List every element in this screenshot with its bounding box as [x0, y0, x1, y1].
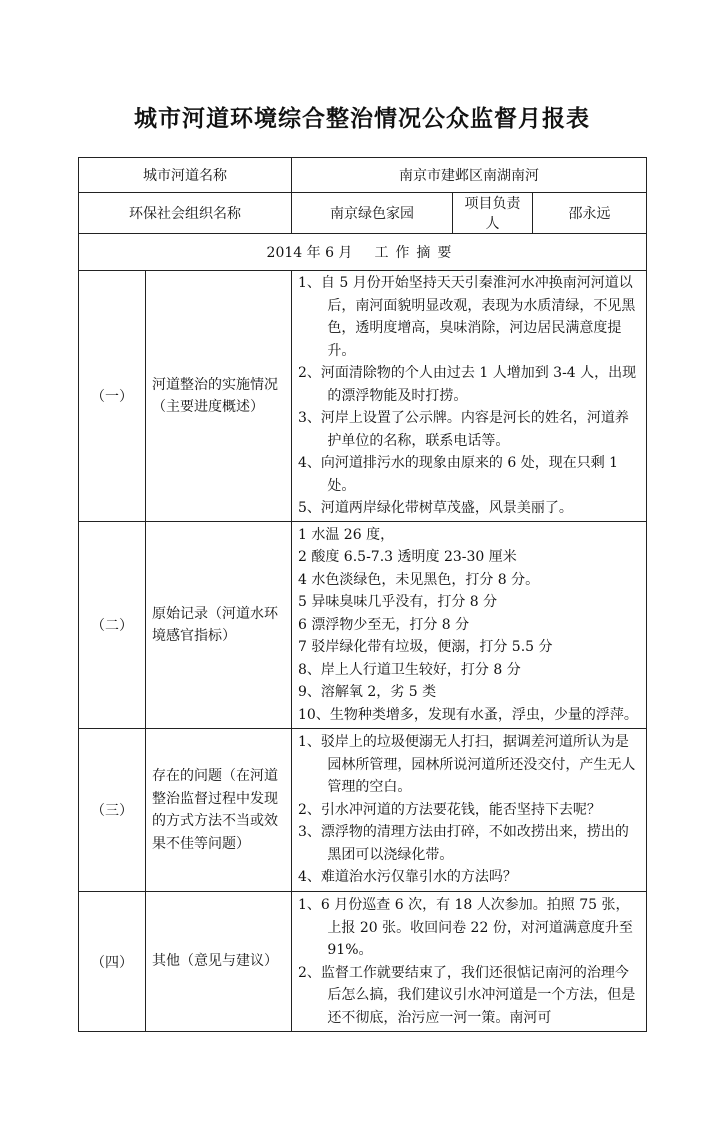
list-item: 3、河岸上设置了公示牌。内容是河长的姓名，河道养护单位的名称，联系电话等。: [298, 410, 629, 449]
list-item: 1、6 月份巡查 6 次，有 18 人次参加。拍照 75 张，上报 20 张。收回问卷 22 份，对河道满意度升至 91%。: [298, 897, 633, 958]
section-label: 存在的问题（在河道整治监督过程中发现的方式方法不当或效果不佳等问题）: [146, 729, 292, 892]
summary-row: [79, 234, 647, 271]
section-label: 河道整治的实施情况（主要进度概述）: [146, 271, 292, 522]
section-label: 原始记录（河道水环境感官指标）: [146, 522, 292, 729]
list-item: 2、引水冲河道的方法要花钱，能否坚持下去呢？: [298, 801, 601, 818]
river-name-label: 城市河道名称: [79, 158, 292, 193]
list-item: 4、向河道排污水的现象由原来的 6 处，现在只剩 1 处。: [298, 455, 619, 494]
section-content: [292, 522, 647, 729]
report-table: [78, 157, 647, 1032]
report-month: 2014 年 6 月: [266, 245, 353, 261]
river-name-value: 南京市建邺区南湖南河: [292, 158, 647, 193]
project-lead-label: 项目负责人: [453, 193, 533, 234]
list-item: 7 驳岸绿化带有垃圾，便溺，打分 5.5 分: [298, 639, 553, 656]
section-row: [79, 892, 647, 1032]
section-number: （四）: [79, 892, 146, 1032]
section-label: 其他（意见与建议）: [146, 892, 292, 1032]
summary-header: [79, 234, 647, 271]
list-item: 10、生物种类增多，发现有水蚤，浮虫，少量的浮萍。: [298, 706, 638, 723]
list-item: 4 水色淡绿色，未见黑色，打分 8 分。: [298, 571, 540, 588]
section-number: （三）: [79, 729, 146, 892]
list-item: 2、监督工作就要结束了，我们还很惦记南河的治理今后怎么搞，我们建议引水冲河道是一个方法，但是还不彻底，治污应一河一策。南河可: [298, 964, 636, 1026]
page-title: 城市河道环境综合整治情况公众监督月报表: [134, 105, 590, 132]
section-number: （一）: [79, 271, 146, 522]
section-number: （二）: [79, 522, 146, 729]
section-content: [292, 271, 647, 522]
list-item: 3、漂浮物的清理方法由打碎，不如改捞出来，捞出的黑团可以浇绿化带。: [298, 824, 629, 863]
section-content: [292, 729, 647, 892]
org-name-label: 环保社会组织名称: [79, 193, 292, 234]
list-item: 5、河道两岸绿化带树草茂盛，风景美丽了。: [298, 500, 573, 517]
section-content: [292, 892, 647, 1032]
summary-label: 工作摘要: [374, 245, 459, 261]
list-item: 5 异味臭味几乎没有，打分 8 分: [298, 594, 498, 611]
list-item: 8、岸上人行道卫生较好，打分 8 分: [298, 661, 521, 678]
org-name-value: 南京绿色家园: [292, 193, 453, 234]
list-item: 2、河面清除物的个人由过去 1 人增加到 3-4 人，出现的漂浮物能及时打捞。: [298, 365, 637, 404]
list-item: 1、驳岸上的垃圾便溺无人打扫，据调差河道所认为是园林所管理，园林所说河道所还没交付，产生无人管理的空白。: [298, 734, 636, 796]
list-item: 9、溶解氧 2，劣 5 类: [298, 684, 437, 701]
river-name-row: [79, 158, 647, 193]
organization-row: [79, 193, 647, 234]
section-row: [79, 729, 647, 892]
project-lead-value: 邵永远: [533, 193, 647, 234]
list-item: 1 水温 26 度，: [298, 526, 395, 543]
list-item: 6 漂浮物少至无，打分 8 分: [298, 616, 470, 633]
list-item: 2 酸度 6.5-7.3 透明度 23-30 厘米: [298, 549, 517, 566]
list-item: 1、自 5 月份开始坚持天天引秦淮河水冲换南河河道以后，南河面貌明显改观，表现为水质清绿，不见黑色，透明度增高，臭味消除，河边居民满意度提升。: [298, 275, 636, 359]
section-row: [79, 522, 647, 729]
list-item: 4、难道治水污仅靠引水的方法吗？: [298, 869, 517, 886]
section-row: [79, 271, 647, 522]
